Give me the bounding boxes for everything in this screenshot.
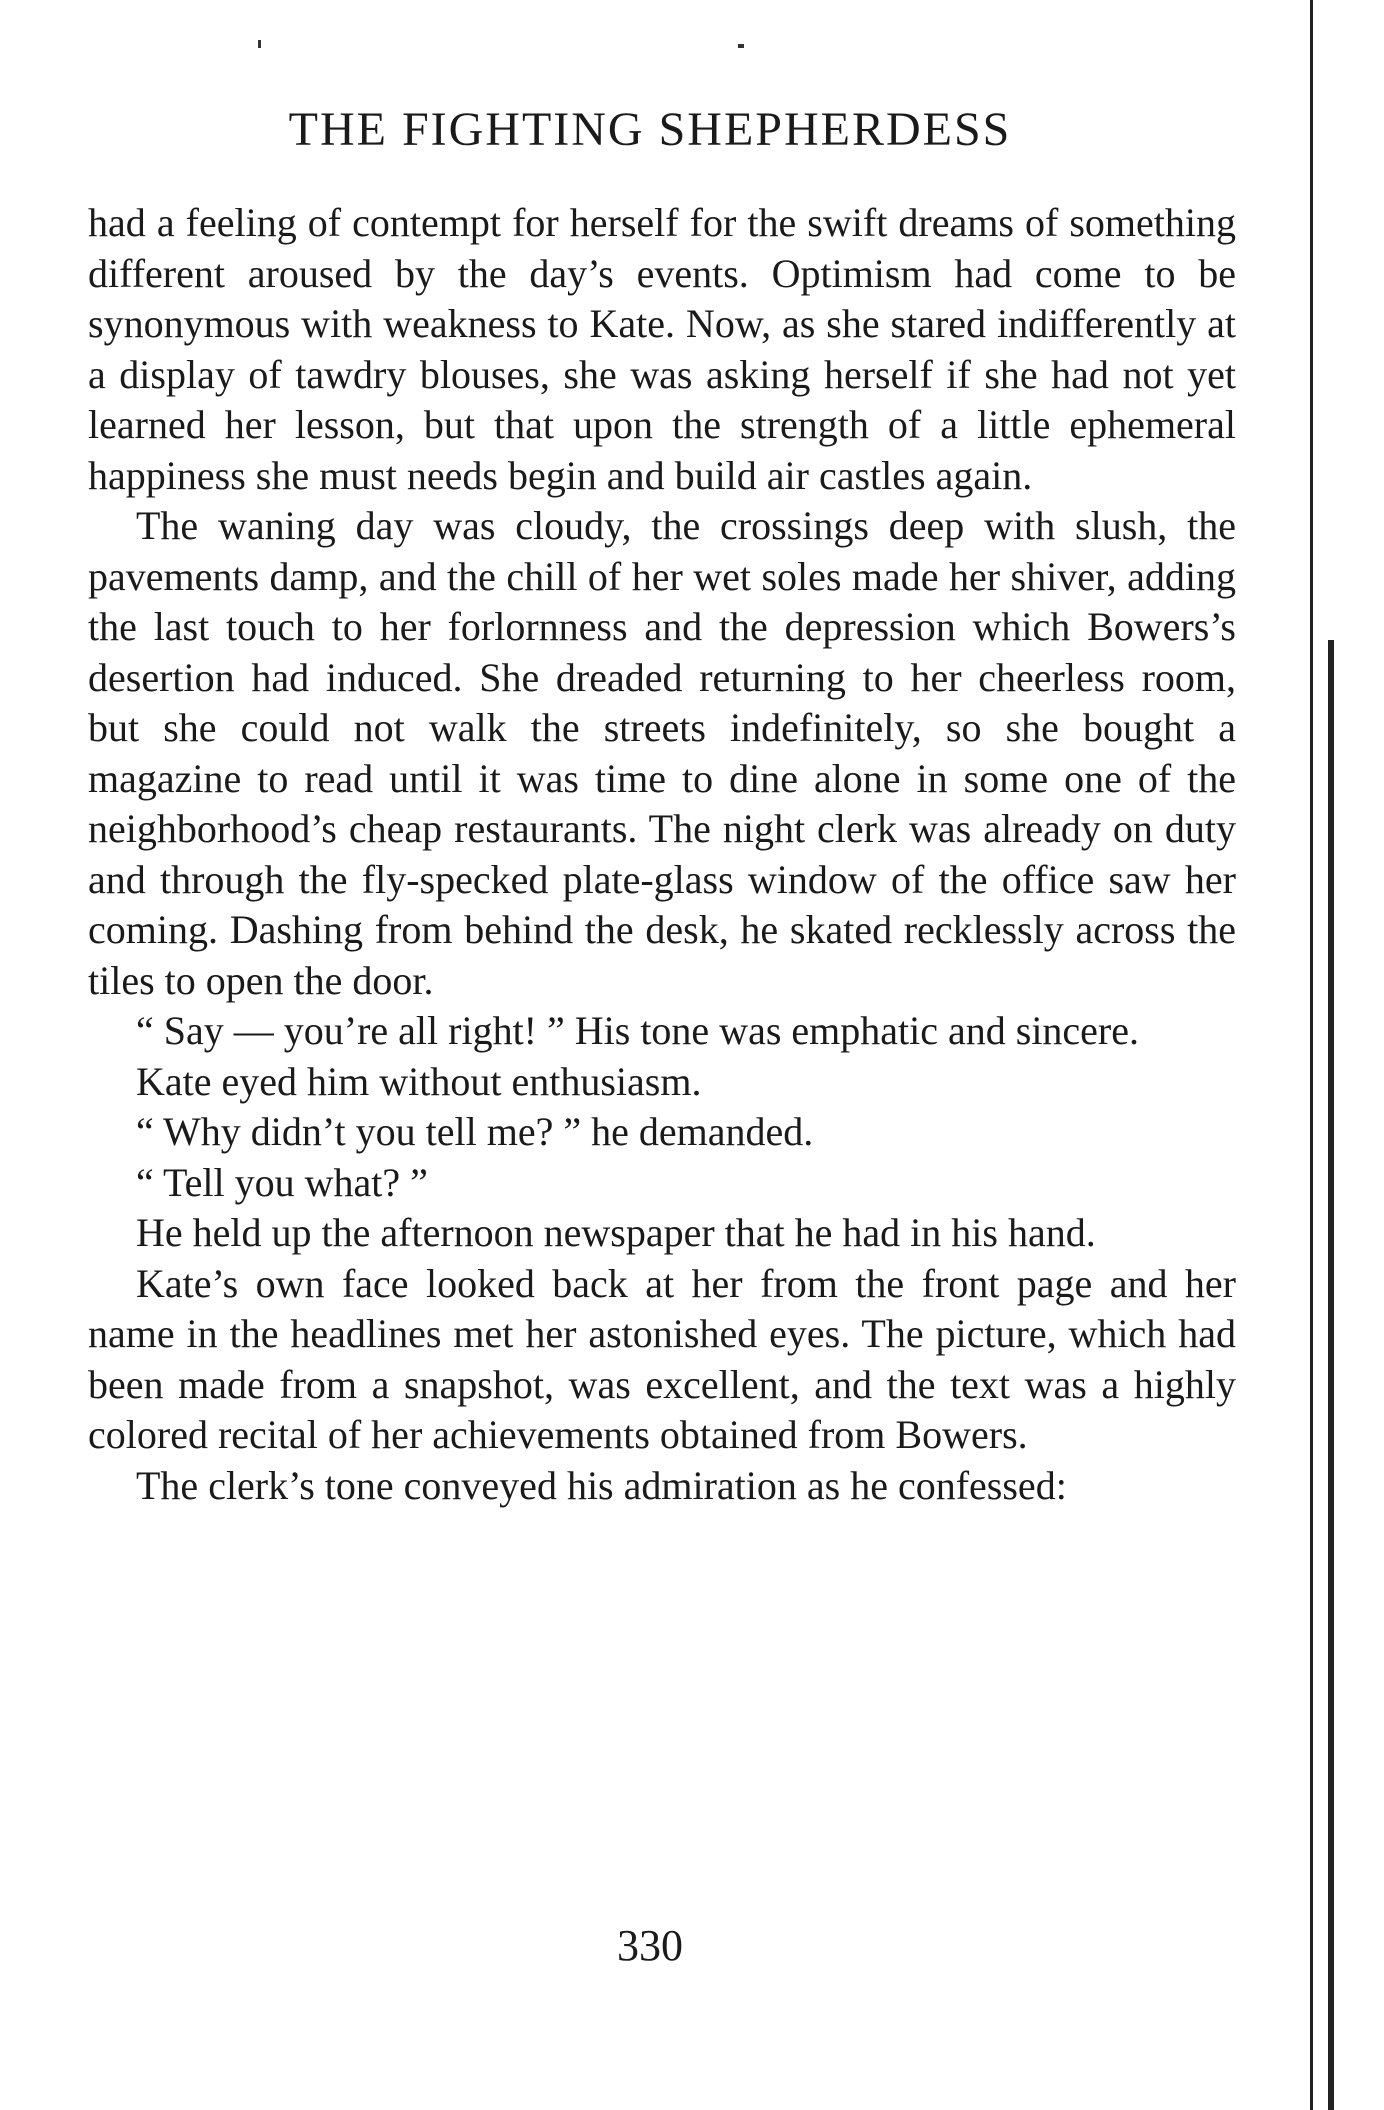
body-text [88,198,1236,1511]
print-speck [258,40,261,48]
page-edge-line [1310,0,1313,2110]
paragraph-continued: had a feeling of contempt for herself for the swift dreams of something different aroused by the day’s events. Optimism had come to be synonymous with weakness to Kate. Now, as she stared indifferently at a display of tawdry blouses, she was asking herself if she had not yet learned her lesson, but that upon the strength of a little ephemeral happiness she must needs begin and build air castles again. [88,200,1236,498]
paragraph: “ Say — you’re all right! ” His tone was emphatic and sincere. [136,1008,1140,1053]
paragraph: Kate’s own face looked back at her from the front page and her name in the headlines met her astonished eyes. The picture, which had been made from a snapshot, was excellent, and the text was a highly colored recital of her achievements obtained from Bowers. [88,1260,1236,1457]
paragraph: The waning day was cloudy, the crossings deep with slush, the pavements damp, and the chill of her wet soles made her shiver, adding the last touch to her forlornness and the depression which Bowers’s desertion had induced. She dreaded returning to her cheerless room, but she could not walk the streets indefinitely, so she bought a magazine to read until it was time to dine alone in some one of the neighborhood’s cheap restaurants. The night clerk was already on duty and through the fly-specked plate-glass window of the office saw her coming. Dashing from behind the desk, he skated recklessly across the tiles to open the door. [88,503,1236,1003]
page-number: 330 [617,1921,683,1970]
paragraph: The clerk’s tone conveyed his admiration as he confessed: [136,1462,1067,1508]
paragraph: Kate eyed him without enthusiasm. [136,1058,702,1104]
paragraph: “ Tell you what? ” [136,1159,428,1205]
running-head: THE FIGHTING SHEPHERDESS [288,103,1012,156]
paragraph: He held up the afternoon newspaper that he had in his hand. [136,1210,1096,1255]
print-speck [738,44,744,48]
paragraph: “ Why didn’t you tell me? ” he demanded. [136,1109,814,1154]
page-edge-shadow [1328,640,1334,2110]
